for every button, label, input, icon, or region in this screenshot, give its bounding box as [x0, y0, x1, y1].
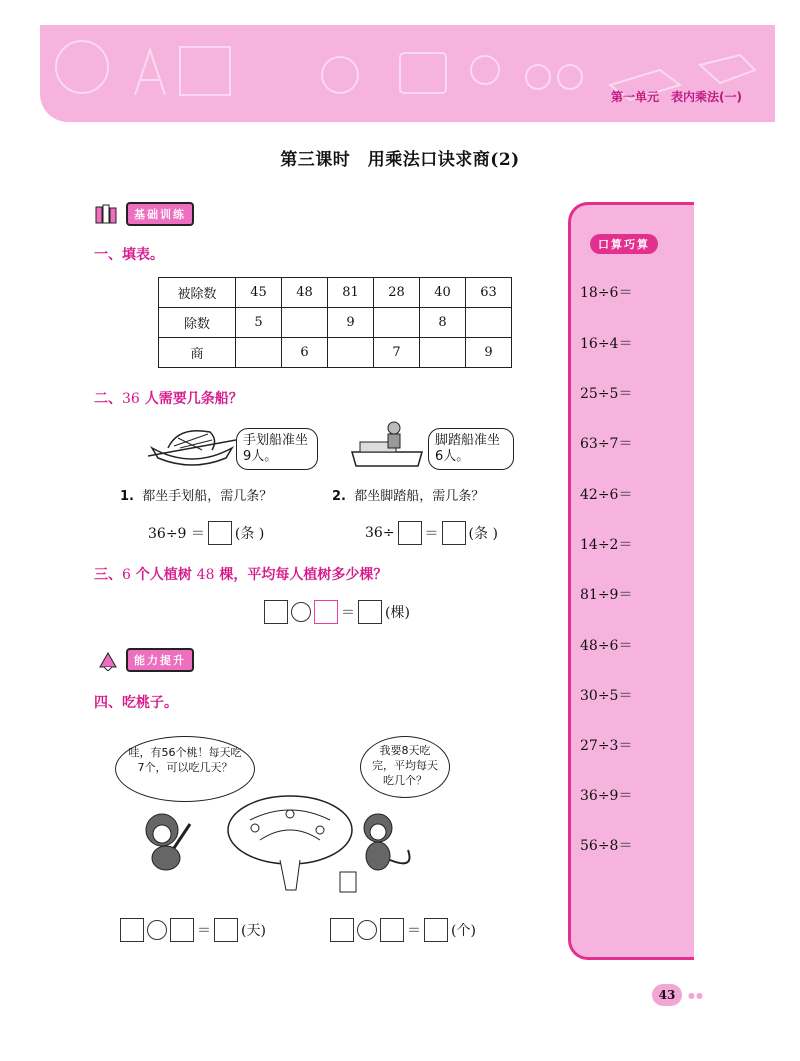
monkey-left-icon	[146, 814, 190, 870]
q2-sub1-number: 1.	[120, 489, 134, 504]
answer-box[interactable]	[424, 918, 448, 942]
q4-heading: 四、吃桃子。	[94, 695, 178, 711]
pedal-boat-bubble: 脚踏船准坐6人。	[428, 428, 514, 470]
eq-unit: (个)	[451, 923, 476, 939]
page-number: 43	[652, 984, 682, 1006]
mental-math-item: 48÷6＝	[580, 638, 633, 654]
q3-prefix: 三、	[94, 567, 122, 583]
magnifier-icon	[471, 56, 499, 84]
rowboat-icon	[148, 418, 236, 468]
value-cell: 7	[374, 338, 420, 368]
answer-box[interactable]	[170, 918, 194, 942]
division-table	[158, 277, 512, 368]
mental-math-item: 81÷9＝	[580, 587, 633, 603]
book-icon	[180, 47, 230, 95]
blank-cell[interactable]	[282, 308, 328, 338]
mental-math-item: 14÷2＝	[580, 537, 633, 553]
value-cell: 45	[236, 278, 282, 308]
row-label: 商	[159, 338, 236, 368]
blank-cell[interactable]	[420, 338, 466, 368]
school-supplies-decoration	[40, 25, 775, 122]
q2-text: 人需要几条船？	[139, 391, 243, 407]
value-cell: 6	[282, 338, 328, 368]
pedal-boat-icon	[350, 418, 424, 470]
mental-math-item: 25÷5＝	[580, 386, 633, 402]
eq-unit: (条 )	[234, 526, 265, 542]
operator-circle[interactable]	[291, 602, 311, 622]
value-cell: 8	[420, 308, 466, 338]
answer-box[interactable]	[208, 521, 232, 545]
row-label: 除数	[159, 308, 236, 338]
advance-label: 能力提升	[126, 648, 194, 672]
table-row	[159, 308, 512, 338]
clock-icon	[322, 57, 358, 93]
tree-icon	[228, 796, 352, 890]
globe-icon	[56, 41, 108, 93]
blank-cell[interactable]	[466, 308, 512, 338]
mental-math-item: 30÷5＝	[580, 688, 633, 704]
q2-sub2	[332, 485, 484, 504]
answer-box[interactable]	[442, 521, 466, 545]
answer-box[interactable]	[358, 600, 382, 624]
eq-equals: ＝	[197, 923, 211, 939]
eq-unit: (条 )	[468, 526, 498, 542]
mental-math-item: 63÷7＝	[580, 436, 633, 452]
glasses-icon	[526, 65, 550, 89]
q2-heading	[94, 388, 243, 408]
operator-circle[interactable]	[357, 920, 377, 940]
value-cell: 48	[282, 278, 328, 308]
q2-sub2-number: 2.	[332, 489, 346, 504]
q3-heading	[94, 564, 387, 584]
value-cell: 5	[236, 308, 282, 338]
basic-training-badge	[94, 202, 194, 226]
compass-icon	[135, 50, 165, 95]
answer-box[interactable]	[314, 600, 338, 624]
value-cell: 28	[374, 278, 420, 308]
eq-equals: ＝	[341, 605, 355, 621]
q3-equation	[264, 600, 410, 624]
q2-prefix: 二、	[94, 391, 122, 407]
value-cell: 9	[466, 338, 512, 368]
q2-number: 36	[122, 391, 140, 407]
answer-box[interactable]	[264, 600, 288, 624]
q2-equation-1	[148, 521, 264, 545]
answer-box[interactable]	[398, 521, 422, 545]
mental-math-item: 27÷3＝	[580, 738, 633, 754]
value-cell: 9	[328, 308, 374, 338]
mental-math-item: 18÷6＝	[580, 285, 633, 301]
mental-math-item: 56÷8＝	[580, 838, 633, 854]
q3-number-2: 48	[196, 567, 215, 583]
q2-sub1-text: 都坐手划船，需几条？	[142, 489, 273, 504]
answer-box[interactable]	[120, 918, 144, 942]
rocket-icon	[94, 649, 124, 671]
blank-cell[interactable]	[328, 338, 374, 368]
q2-sub2-text: 都坐脚踏船，需几条？	[354, 489, 485, 504]
basket-icon	[340, 872, 356, 892]
mental-math-item: 36÷9＝	[580, 788, 633, 804]
mental-math-item: 16÷4＝	[580, 336, 633, 352]
monkey-right-icon	[364, 814, 410, 870]
page-dots-decoration: ●●	[688, 991, 704, 1000]
monkey-right-thought: 我要8天吃完，平均每天吃几个？	[360, 736, 450, 798]
answer-box[interactable]	[214, 918, 238, 942]
eq-equals: ＝	[407, 923, 421, 939]
grad-cap-icon	[700, 55, 755, 83]
q3-number-1: 6	[122, 567, 131, 583]
basic-training-label: 基础训练	[126, 202, 194, 226]
monkey-left-thought: 哇，有56个桃！每天吃7个，可以吃几天？	[115, 736, 255, 802]
page-title: 第三课时 用乘法口诀求商(2)	[280, 150, 520, 170]
value-cell: 40	[420, 278, 466, 308]
sidebar-title: 口算巧算	[590, 234, 658, 254]
q2-sub1	[120, 485, 272, 504]
unit-label: 第一单元 表内乘法(一)	[611, 90, 742, 104]
eq-unit: (棵)	[385, 605, 410, 621]
value-cell: 81	[328, 278, 374, 308]
table-row	[159, 338, 512, 368]
q1-heading: 一、填表。	[94, 247, 164, 263]
q3-text-1: 个人植树	[130, 567, 197, 583]
eq-unit: (天)	[241, 923, 266, 939]
table-row	[159, 278, 512, 308]
peach-tree-illustration	[130, 790, 460, 900]
eq-left: 36÷9 ＝	[148, 526, 205, 542]
q4-equation-1	[120, 918, 266, 942]
advance-badge	[94, 648, 194, 672]
mental-math-item: 42÷6＝	[580, 487, 633, 503]
books-icon	[94, 203, 124, 225]
bag-icon	[400, 53, 446, 93]
blank-cell[interactable]	[374, 308, 420, 338]
answer-box[interactable]	[380, 918, 404, 942]
q3-text-2: 棵，平均每人植树多少棵？	[214, 567, 388, 583]
q2-equation-2	[365, 521, 498, 545]
value-cell: 63	[466, 278, 512, 308]
blank-cell[interactable]	[236, 338, 282, 368]
row-label: 被除数	[159, 278, 236, 308]
operator-circle[interactable]	[147, 920, 167, 940]
answer-box[interactable]	[330, 918, 354, 942]
eq-equals: ＝	[424, 526, 439, 542]
q4-equation-2	[330, 918, 476, 942]
rowboat-bubble: 手划船准坐9人。	[236, 428, 318, 470]
eq-left: 36÷	[365, 525, 395, 541]
